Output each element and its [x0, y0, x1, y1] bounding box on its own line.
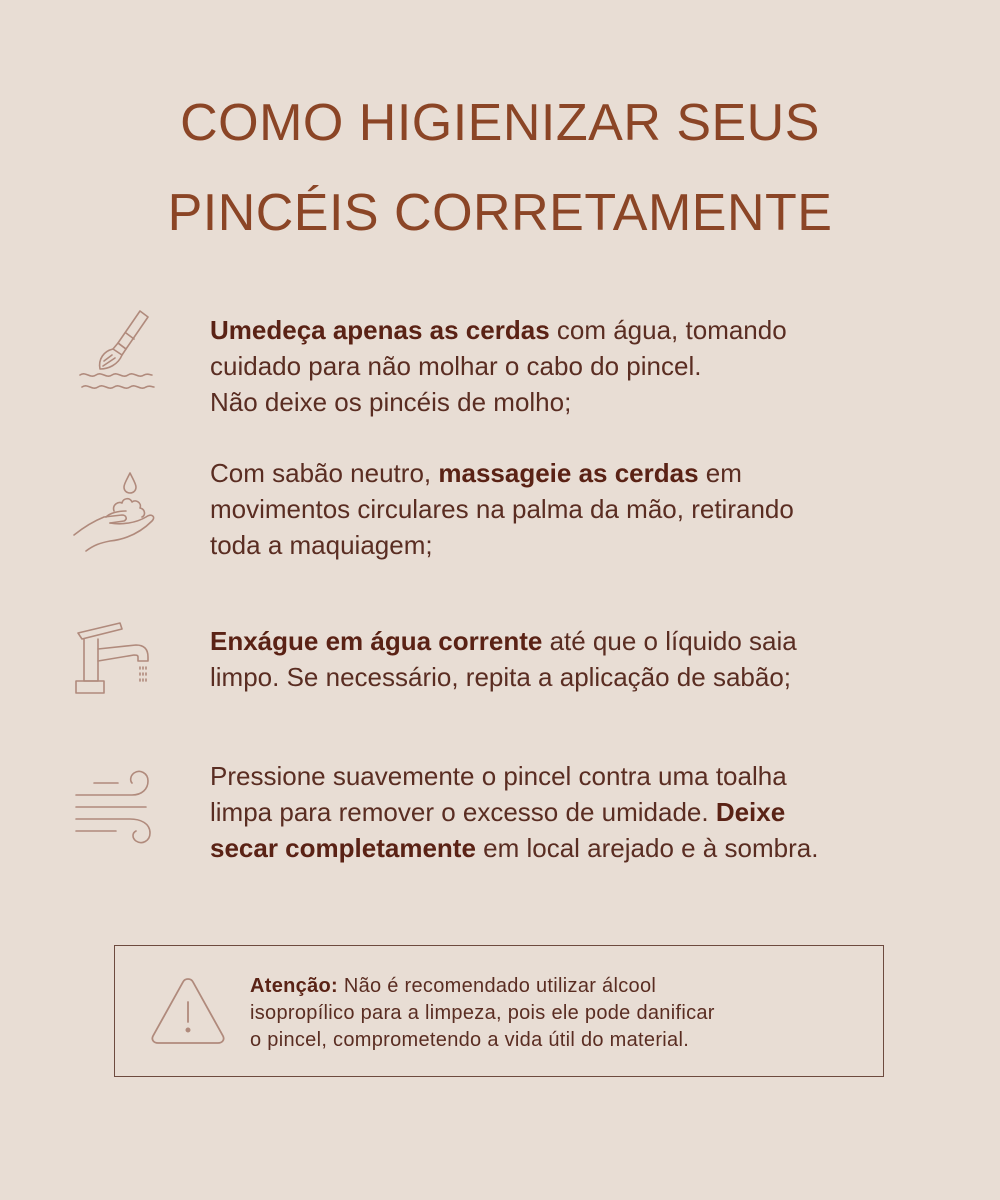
title-line-1: COMO HIGIENIZAR SEUS — [180, 94, 820, 152]
faucet-icon — [70, 615, 165, 710]
step-2-line-2: movimentos circulares na palma da mão, retirando — [210, 494, 794, 524]
step-4-line-1: Pressione suavemente o pincel contra uma toalha — [210, 761, 787, 791]
wind-icon — [70, 763, 165, 858]
step-3-text — [210, 623, 950, 695]
hand-soap-icon — [70, 465, 165, 560]
brush-water-icon — [70, 305, 165, 400]
warning-line-1: Atenção: Não é recomendado utilizar álcool — [250, 975, 657, 997]
step-4-line-2: limpa para remover o excesso de umidade. Deixe — [210, 797, 786, 827]
warning-line-2: isopropílico para a limpeza, pois ele pode danificar — [250, 1002, 715, 1024]
step-1-line-2: cuidado para não molhar o cabo do pincel. — [210, 351, 702, 381]
title-line-2: PINCÉIS CORRETAMENTE — [167, 184, 833, 242]
step-4-line-3: secar completamente em local arejado e à sombra. — [210, 833, 819, 863]
step-1-line-1: Umedeça apenas as cerdas com água, tomando — [210, 315, 787, 345]
page-title — [0, 78, 1000, 258]
warning-text — [250, 973, 860, 1054]
step-2-text — [210, 455, 950, 563]
step-1-text — [210, 312, 950, 420]
step-2-line-1: Com sabão neutro, massageie as cerdas em — [210, 458, 742, 488]
step-4-text — [210, 758, 950, 866]
warning-box — [114, 945, 884, 1077]
step-2-line-3: toda a maquiagem; — [210, 530, 433, 560]
step-1-line-3: Não deixe os pincéis de molho; — [210, 387, 572, 417]
warning-triangle-icon — [149, 976, 227, 1046]
step-3-line-2: limpo. Se necessário, repita a aplicação de sabão; — [210, 662, 792, 692]
step-3-line-1: Enxágue em água corrente até que o líquido saia — [210, 626, 797, 656]
warning-line-3: o pincel, comprometendo a vida útil do material. — [250, 1029, 690, 1051]
